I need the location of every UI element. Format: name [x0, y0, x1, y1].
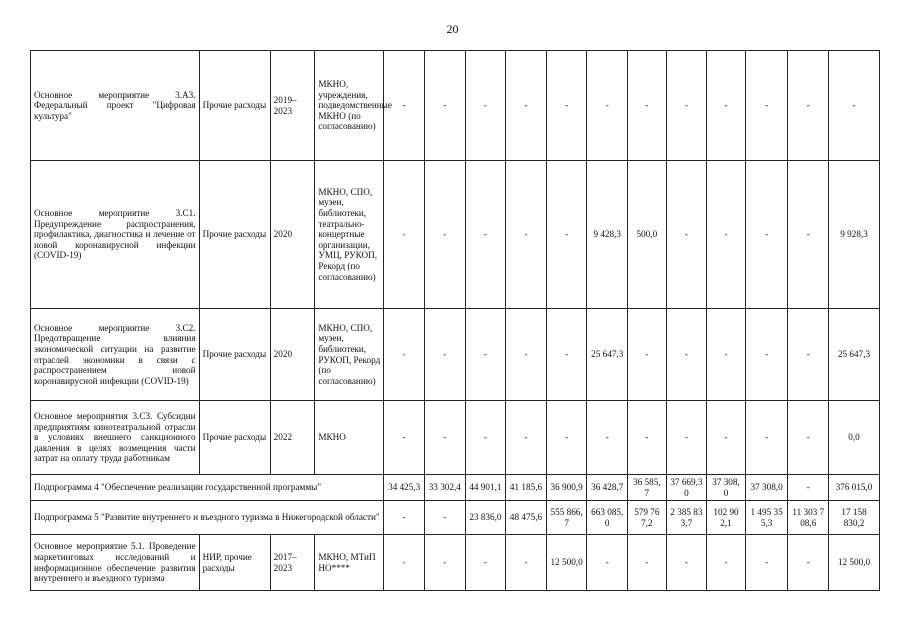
year-value: - — [788, 309, 829, 401]
year-value: - — [546, 161, 587, 309]
year-value: 48 475,6 — [506, 501, 547, 535]
executor: МКНО, учреждения, подведомственные МКНО (по согласованию) — [315, 51, 384, 161]
year-value: - — [384, 161, 425, 309]
year-value: - — [628, 401, 667, 475]
year-value: - — [707, 401, 746, 475]
year-value: - — [424, 501, 465, 535]
subprogram-name: Подпрограмма 4 "Обеспечение реализации государственной программы" — [31, 475, 384, 501]
year-value: 37 669,30 — [666, 475, 707, 501]
year-value: - — [384, 51, 425, 161]
total-value: 25 647,3 — [829, 309, 880, 401]
year-value: - — [546, 401, 587, 475]
year-value: 36 585,7 — [628, 475, 667, 501]
year-value: - — [745, 51, 788, 161]
year-value: 25 647,3 — [587, 309, 628, 401]
subprogram-name: Подпрограмма 5 "Развитие внутреннего и въездного туризма в Нижегородской области" — [31, 501, 384, 535]
year-value: - — [506, 51, 547, 161]
year-value: - — [424, 309, 465, 401]
total-value: 0,0 — [829, 401, 880, 475]
year-value: 23 836,0 — [465, 501, 506, 535]
year-value: - — [384, 501, 425, 535]
year-value: - — [384, 309, 425, 401]
year-value: 663 085,0 — [587, 501, 628, 535]
year-value: - — [707, 309, 746, 401]
year-value: - — [745, 401, 788, 475]
year-value: 2 385 833,7 — [666, 501, 707, 535]
year-value: - — [506, 401, 547, 475]
year-value: - — [424, 161, 465, 309]
year-value: 36 428,7 — [587, 475, 628, 501]
total-value: 9 928,3 — [829, 161, 880, 309]
expense-type: Прочие расходы — [199, 401, 270, 475]
year-value: - — [546, 309, 587, 401]
year-value: - — [424, 51, 465, 161]
total-value: - — [829, 51, 880, 161]
year-value: 37 308,0 — [745, 475, 788, 501]
year-value: - — [788, 475, 829, 501]
year-value: - — [707, 535, 746, 591]
total-value: 12 500,0 — [829, 535, 880, 591]
year-value: - — [587, 401, 628, 475]
executor: МКНО, СПО, музеи, библиотеки, театрально-концертные организации, УМЦ, РУКОП, Рекорд (по согласованию) — [315, 161, 384, 309]
year-value: 12 500,0 — [546, 535, 587, 591]
year-value: - — [666, 401, 707, 475]
measure-name: Основное мероприятие 3.А3. Федеральный проект "Цифровая культура" — [31, 51, 200, 161]
year-value: - — [745, 535, 788, 591]
year-value: - — [707, 51, 746, 161]
year-value: - — [666, 309, 707, 401]
year-value: - — [788, 161, 829, 309]
period: 2022 — [270, 401, 315, 475]
year-value: 36 900,9 — [546, 475, 587, 501]
expense-type: Прочие расходы — [199, 51, 270, 161]
year-value: 44 901,1 — [465, 475, 506, 501]
executor: МКНО, МТиП НО**** — [315, 535, 384, 591]
executor: МКНО — [315, 401, 384, 475]
year-value: - — [384, 535, 425, 591]
period: 2020 — [270, 309, 315, 401]
year-value: - — [506, 161, 547, 309]
year-value: - — [628, 535, 667, 591]
measure-name: Основное мероприятие 5.1. Проведение маркетинговых исследований и информационное обеспечение развития внутреннего и въездного туризма — [31, 535, 200, 591]
year-value: - — [788, 401, 829, 475]
year-value: - — [384, 401, 425, 475]
year-value: - — [707, 161, 746, 309]
year-value: - — [666, 535, 707, 591]
year-value: - — [745, 309, 788, 401]
year-value: - — [628, 51, 667, 161]
period: 2017–2023 — [270, 535, 315, 591]
year-value: - — [587, 535, 628, 591]
expense-type: НИР, прочие расходы — [199, 535, 270, 591]
measure-row — [31, 401, 880, 475]
measure-row — [31, 535, 880, 591]
measure-row — [31, 51, 880, 161]
expense-type: Прочие расходы — [199, 161, 270, 309]
period: 2019–2023 — [270, 51, 315, 161]
year-value: - — [506, 309, 547, 401]
year-value: - — [465, 51, 506, 161]
year-value: 33 302,4 — [424, 475, 465, 501]
budget-table — [30, 50, 880, 591]
page-number: 20 — [446, 22, 459, 36]
year-value: 555 866,7 — [546, 501, 587, 535]
total-value: 376 015,0 — [829, 475, 880, 501]
measure-row — [31, 309, 880, 401]
total-value: 17 158 830,2 — [829, 501, 880, 535]
subprogram-row — [31, 501, 880, 535]
year-value: 102 902,1 — [707, 501, 746, 535]
year-value: - — [465, 161, 506, 309]
measure-name: Основное мероприятия 3.С3. Субсидии предприятиям кинотеатральной отрасли в условиях внешнего санкционного давления в целях возмещения части затрат на оплату труда работникам — [31, 401, 200, 475]
year-value: - — [546, 51, 587, 161]
year-value: - — [587, 51, 628, 161]
year-value: 34 425,3 — [384, 475, 425, 501]
year-value: - — [788, 535, 829, 591]
year-value: 41 185,6 — [506, 475, 547, 501]
year-value: - — [424, 401, 465, 475]
year-value: - — [788, 51, 829, 161]
year-value: 500,0 — [628, 161, 667, 309]
year-value: 37 308,0 — [707, 475, 746, 501]
year-value: 579 767,2 — [628, 501, 667, 535]
year-value: - — [465, 401, 506, 475]
year-value: - — [628, 309, 667, 401]
period: 2020 — [270, 161, 315, 309]
year-value: - — [506, 535, 547, 591]
year-value: 11 303 708,6 — [788, 501, 829, 535]
year-value: - — [666, 51, 707, 161]
executor: МКНО, СПО, музеи, библиотеки, РУКОП, Рекорд (по согласованию) — [315, 309, 384, 401]
measure-name: Основное мероприятие 3.С2. Предотвращение влияния экономической ситуации на развитие отраслей экономики в связи с распространением новой коронавирусной инфекции (COVID-19) — [31, 309, 200, 401]
year-value: 1 495 355,3 — [745, 501, 788, 535]
year-value: - — [745, 161, 788, 309]
measure-row — [31, 161, 880, 309]
expense-type: Прочие расходы — [199, 309, 270, 401]
year-value: - — [465, 535, 506, 591]
year-value: 9 428,3 — [587, 161, 628, 309]
year-value: - — [465, 309, 506, 401]
measure-name: Основное мероприятие 3.С1. Предупреждение распространения, профилактика, диагностика и лечение от новой коронавирусной инфекции (COVID-19) — [31, 161, 200, 309]
year-value: - — [666, 161, 707, 309]
year-value: - — [424, 535, 465, 591]
subprogram-row — [31, 475, 880, 501]
